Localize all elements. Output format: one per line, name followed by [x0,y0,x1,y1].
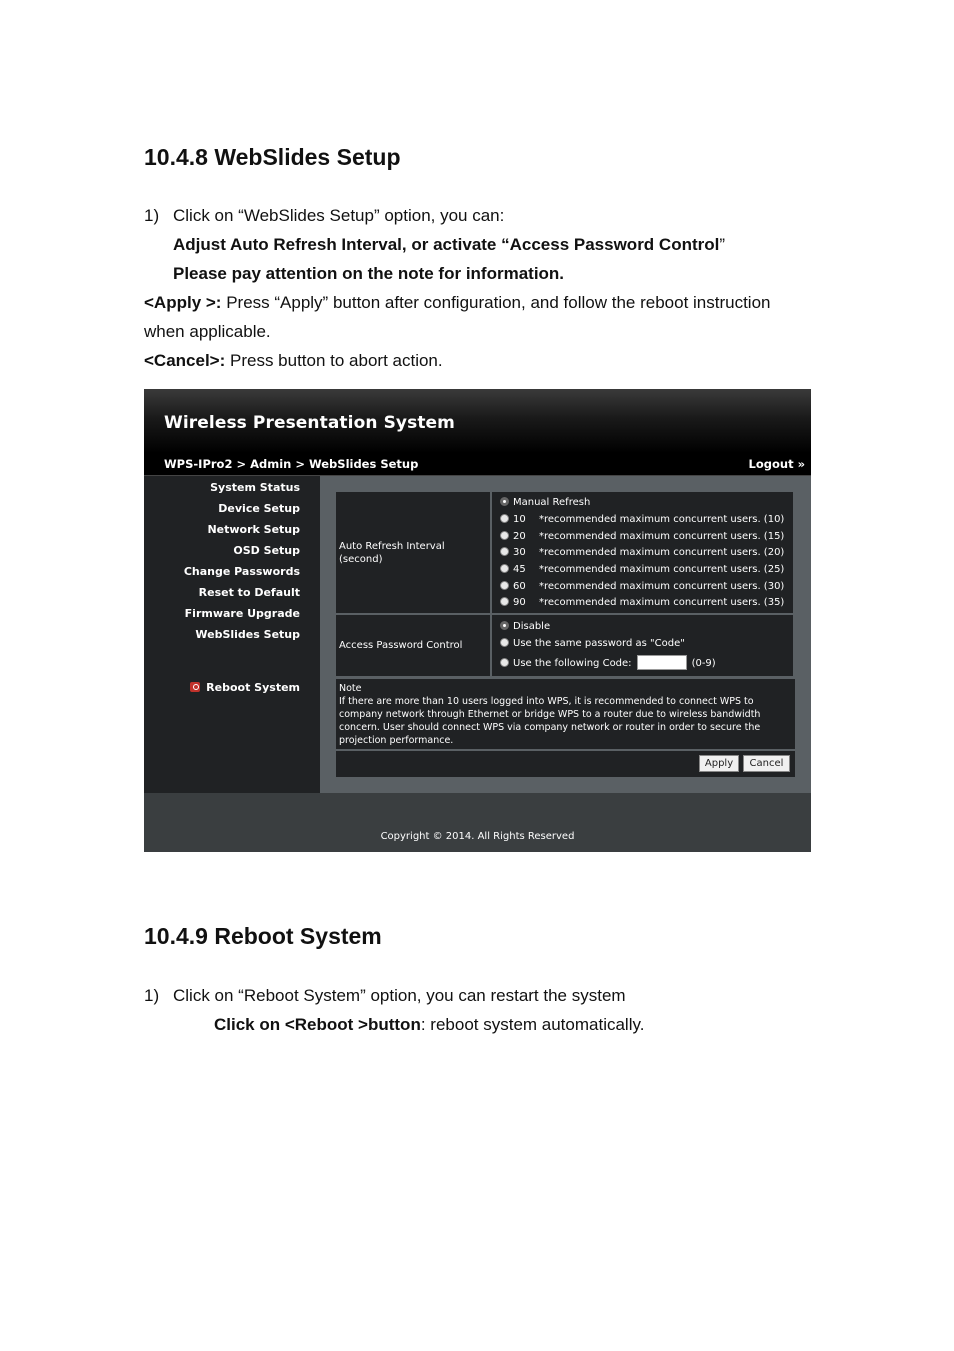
note-box [336,679,795,749]
sidebar-item-webslides-setup[interactable]: WebSlides Setup [195,628,300,641]
refresh-note: *recommended maximum concurrent users. (15) [539,531,785,542]
breadcrumb: WPS-IPro2 > Admin > WebSlides Setup [164,457,419,471]
app-title: Wireless Presentation System [164,413,455,433]
radio-selected-icon[interactable] [500,497,509,506]
refresh-note: *recommended maximum concurrent users. (30) [539,581,785,592]
cancel-button[interactable]: Cancel [743,755,790,772]
radio-icon[interactable] [500,658,509,667]
radio-refresh-10[interactable] [500,514,784,525]
cancel-description [144,346,443,375]
copyright: Copyright © 2014. All Rights Reserved [380,831,575,842]
sidebar-item-system-status[interactable]: System Status [210,481,300,494]
radio-password-disable[interactable] [500,621,550,632]
refresh-value: 20 [513,531,526,542]
cancel-label: <Cancel>: [144,351,226,370]
sidebar-item-reset-default[interactable]: Reset to Default [198,586,300,599]
refresh-value: 90 [513,597,526,608]
logout-link[interactable]: Logout » [748,457,805,471]
breadcrumb-bar [144,453,811,476]
radio-icon[interactable] [500,597,509,606]
same-password-label: Use the same password as "Code" [513,638,685,649]
cancel-text: Press button to abort action. [225,351,443,370]
step-number: 1) [144,986,160,1005]
sidebar-item-change-passwords[interactable]: Change Passwords [183,565,300,578]
bold-text: Click on <Reboot >button [214,1015,421,1034]
radio-selected-icon[interactable] [500,621,509,630]
step-detail-2 [173,259,564,288]
radio-refresh-45[interactable] [500,564,784,575]
reboot-label: Reboot System [206,681,300,694]
apply-description [144,288,771,317]
bold-text: Please pay attention on the note for information. [173,264,565,283]
power-icon [190,682,200,692]
radio-icon[interactable] [500,581,509,590]
step-1 [144,201,504,230]
note-title: Note [339,683,362,694]
refresh-value: 60 [513,581,526,592]
code-input[interactable] [637,655,687,670]
refresh-note: *recommended maximum concurrent users. (35) [539,597,785,608]
note-text: If there are more than 10 users logged into WPS, it is recommended to connect WPS to company network through Ethernet or bridge WPS to a router due to wireless bandwidth concern. User should connect WPS via company network or router in order to secure the projection performance. [339,696,761,746]
refresh-options-cell [492,492,793,613]
footer [144,793,811,852]
code-label: Use the following Code: [513,658,632,669]
refresh-label: Auto Refresh Interval (second) [339,541,445,565]
sidebar-item-device-setup[interactable]: Device Setup [218,502,300,515]
radio-refresh-30[interactable] [500,547,784,558]
sidebar-item-osd-setup[interactable]: OSD Setup [233,544,300,557]
reboot-step-detail [214,1010,644,1039]
button-bar [336,751,795,777]
step-detail-1 [173,230,725,259]
refresh-label-cell [336,492,490,613]
refresh-note: *recommended maximum concurrent users. (10) [539,514,785,525]
refresh-value: 45 [513,564,526,575]
radio-icon[interactable] [500,514,509,523]
apply-text: Press “Apply” button after configuration, and follow the reboot instruction [221,293,771,312]
radio-refresh-60[interactable] [500,581,784,592]
radio-refresh-90[interactable] [500,597,784,608]
quote-close: ” [719,235,726,254]
disable-label: Disable [513,621,551,632]
sidebar [144,476,320,793]
step-text: Click on “WebSlides Setup” option, you can: [173,206,505,225]
refresh-note: *recommended maximum concurrent users. (25) [539,564,785,575]
refresh-value: 10 [513,514,526,525]
radio-refresh-20[interactable] [500,531,784,542]
password-label: Access Password Control [339,640,463,651]
radio-icon[interactable] [500,531,509,540]
password-options-cell [492,615,793,676]
step-text: Click on “Reboot System” option, you can restart the system [173,986,626,1005]
refresh-note: *recommended maximum concurrent users. (20) [539,547,785,558]
sidebar-item-reboot-system[interactable] [190,681,300,694]
sidebar-item-network-setup[interactable]: Network Setup [207,523,300,536]
manual-refresh-label: Manual Refresh [513,497,591,508]
password-label-cell [336,615,490,676]
app-header [144,389,811,453]
apply-description-cont: when applicable. [144,322,271,341]
radio-password-same[interactable] [500,638,685,649]
reboot-step-1 [144,981,626,1010]
apply-button[interactable]: Apply [699,755,739,772]
radio-manual-refresh[interactable] [500,497,590,508]
refresh-value: 30 [513,547,526,558]
bold-text: Adjust Auto Refresh Interval, or activate “Access Password Control [173,235,720,254]
wps-screenshot [144,389,811,852]
reboot-detail-text: : reboot system automatically. [420,1015,645,1034]
apply-label: <Apply >: [144,293,222,312]
section-heading-reboot: 10.4.9 Reboot System [144,923,382,949]
radio-icon[interactable] [500,638,509,647]
sidebar-item-firmware-upgrade[interactable]: Firmware Upgrade [184,607,300,620]
code-hint: (0-9) [691,658,716,669]
radio-icon[interactable] [500,564,509,573]
radio-icon[interactable] [500,547,509,556]
radio-password-code[interactable] [500,655,716,670]
section-heading-webslides: 10.4.8 WebSlides Setup [144,144,401,170]
step-number: 1) [144,206,160,225]
